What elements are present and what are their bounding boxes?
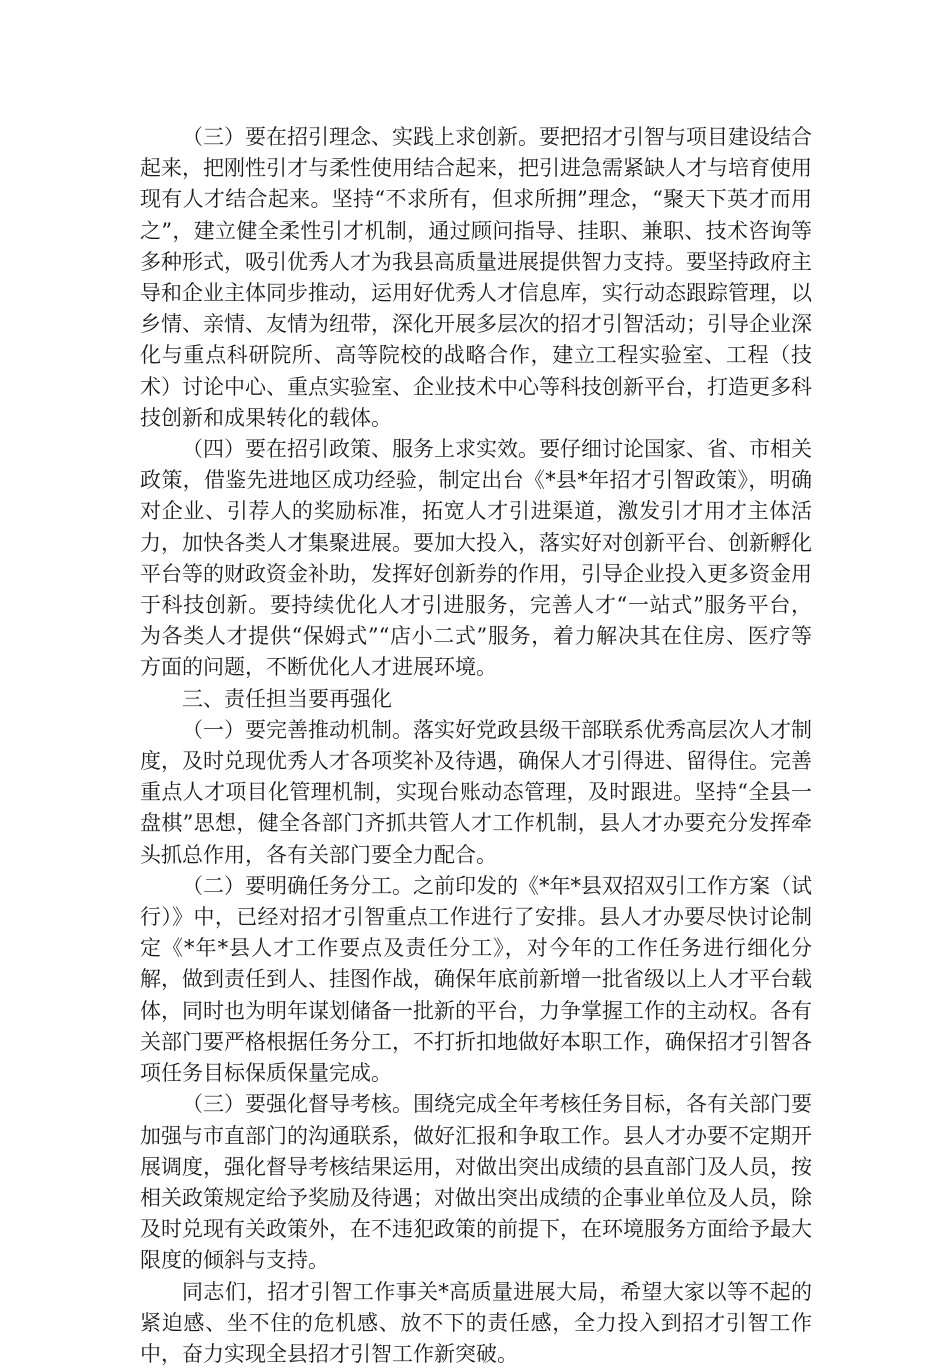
paragraph-closing: 同志们，招才引智工作事关*高质量进展大局，希望大家以等不起的紧迫感、坐不住的危机感、放不下的责任感，全力投入到招才引智工作中，奋力实现全县招才引智工作新突破。	[140, 1279, 812, 1366]
paragraph-supervision: （三）要强化督导考核。围绕完成全年考核任务目标，各有关部门要加强与市直部门的沟通联系，做好汇报和争取工作。县人才办要不定期开展调度，强化督导考核结果运用，对做出突出成绩的县直部门及人员，按相关政策规定给予奖励及待遇；对做出突出成绩的企事业单位及人员，除及时兑现有关政策外，在不违犯政策的前提下，在环境服务方面给予最大限度的倾斜与支持。	[140, 1092, 812, 1273]
section-heading-responsibility: 三、责任担当要再强化	[182, 686, 392, 711]
paragraph-task-division: （二）要明确任务分工。之前印发的《*年*县双招双引工作方案（试行）》中，已经对招才引智重点工作进行了安排。县人才办要尽快讨论制定《*年*县人才工作要点及责任分工》，对今年的工作任务进行细化分解，做到责任到人、挂图作战，确保年底前新增一批省级以上人才平台载体，同时也为明年谋划储备一批新的平台，力争掌握工作的主动权。各有关部门要严格根据任务分工，不打折扣地做好本职工作，确保招才引智各项任务目标保质保量完成。	[140, 873, 812, 1086]
paragraph-innovation: （三）要在招引理念、实践上求创新。要把招才引智与项目建设结合起来，把刚性引才与柔性使用结合起来，把引进急需紧缺人才与培育使用现有人才结合起来。坚持“不求所有，但求所拥”理念，“聚天下英才而用之”，建立健全柔性引才机制，通过顾问指导、挂职、兼职、技术咨询等多种形式，吸引优秀人才为我县高质量进展提供智力支持。要坚持政府主导和企业主体同步推动，运用好优秀人才信息库，实行动态跟踪管理，以乡情、亲情、友情为纽带，深化开展多层次的招才引智活动；引导企业深化与重点科研院所、高等院校的战略合作，建立工程实验室、工程（技术）讨论中心、重点实验室、企业技术中心等科技创新平台，打造更多科技创新和成果转化的载体。	[140, 125, 812, 430]
paragraph-mechanism: （一）要完善推动机制。落实好党政县级干部联系优秀高层次人才制度，及时兑现优秀人才各项奖补及待遇，确保人才引得进、留得住。完善重点人才项目化管理机制，实现台账动态管理，及时跟进。坚持“全县一盘棋”思想，健全各部门齐抓共管人才工作机制，县人才办要充分发挥牵头抓总作用，各有关部门要全力配合。	[140, 717, 812, 867]
paragraph-policy-service: （四）要在招引政策、服务上求实效。要仔细讨论国家、省、市相关政策，借鉴先进地区成功经验，制定出台《*县*年招才引智政策》，明确对企业、引荐人的奖励标准，拓宽人才引进渠道，激发引才用才主体活力，加快各类人才集聚进展。要加大投入，落实好对创新平台、创新孵化平台等的财政资金补助，发挥好创新券的作用，引导企业投入更多资金用于科技创新。要持续优化人才引进服务，完善人才“一站式”服务平台，为各类人才提供“保姆式”“店小二式”服务，着力解决其在住房、医疗等方面的问题，不断优化人才进展环境。	[140, 437, 812, 680]
document-body	[140, 122, 812, 1370]
